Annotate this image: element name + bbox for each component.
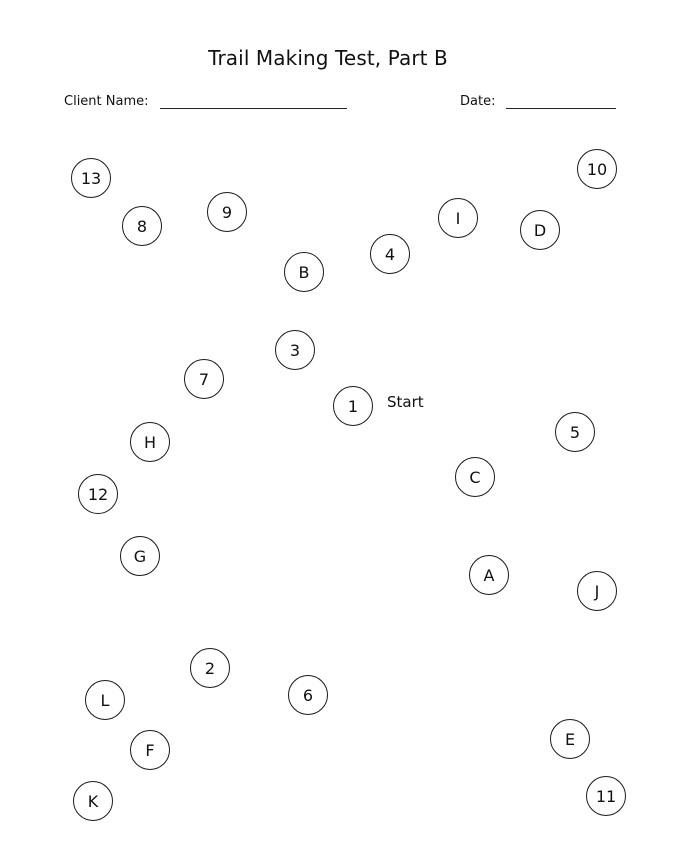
circle-J: J — [577, 571, 617, 611]
circle-11: 11 — [586, 776, 626, 816]
page-title: Trail Making Test, Part B — [208, 46, 448, 70]
circle-5: 5 — [555, 412, 595, 452]
circle-L: L — [85, 680, 125, 720]
circle-G: G — [120, 536, 160, 576]
circle-12: 12 — [78, 474, 118, 514]
date-line — [506, 108, 616, 109]
circle-9: 9 — [207, 192, 247, 232]
circle-K: K — [73, 781, 113, 821]
circle-6: 6 — [288, 675, 328, 715]
circle-E: E — [550, 719, 590, 759]
client-name-line — [160, 108, 347, 109]
circle-C: C — [455, 457, 495, 497]
circle-1: 1 — [333, 386, 373, 426]
client-name-label: Client Name: — [64, 94, 149, 109]
circle-3: 3 — [275, 330, 315, 370]
circle-8: 8 — [122, 206, 162, 246]
circle-2: 2 — [190, 648, 230, 688]
circle-F: F — [130, 730, 170, 770]
circle-H: H — [130, 422, 170, 462]
circle-A: A — [469, 555, 509, 595]
circle-10: 10 — [577, 149, 617, 189]
start-label: Start — [387, 393, 424, 411]
circle-13: 13 — [71, 158, 111, 198]
circle-7: 7 — [184, 359, 224, 399]
date-label: Date: — [460, 94, 496, 109]
circle-B: B — [284, 252, 324, 292]
circle-4: 4 — [370, 234, 410, 274]
circle-I: I — [438, 198, 478, 238]
circle-D: D — [520, 210, 560, 250]
